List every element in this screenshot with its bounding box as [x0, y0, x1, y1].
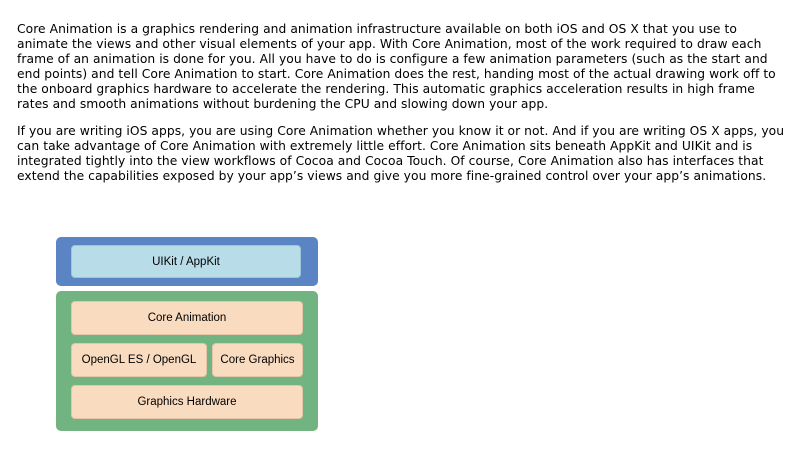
- uikit-appkit-box: UIKit / AppKit: [71, 245, 301, 278]
- opengl-box: OpenGL ES / OpenGL: [71, 343, 207, 377]
- app-framework-layer: [56, 237, 318, 286]
- paragraph-usage: If you are writing iOS apps, you are using Core Animation whether you know it or not. And if you are writing OS X apps, you can take advantage of Core Animation with extremely little effort. Core Animation sits beneath AppKit and UIKit and is integrated tightly into the view workflows of Cocoa and Cocoa Touch. Of course, Core Animation also has interfaces that extend the capabilities exposed by your app’s views and give you more fine-grained control over your app’s animations.: [17, 124, 785, 183]
- core-animation-box: Core Animation: [71, 301, 303, 335]
- document-body: [17, 22, 787, 196]
- paragraph-intro: Core Animation is a graphics rendering and animation infrastructure available on both iOS and OS X that you use to animate the views and other visual elements of your app. With Core Animation, most of the work required to draw each frame of an animation is done for you. All you have to do is configure a few animation parameters (such as the start and end points) and tell Core Animation to start. Core Animation does the rest, handing most of the actual drawing work off to the onboard graphics hardware to accelerate the rendering. This automatic graphics acceleration results in high frame rates and smooth animations without burdening the CPU and slowing down your app.: [17, 22, 776, 111]
- core-graphics-box: Core Graphics: [212, 343, 303, 377]
- graphics-stack-layer: [56, 291, 318, 431]
- architecture-diagram: [56, 237, 318, 431]
- graphics-hardware-box: Graphics Hardware: [71, 385, 303, 419]
